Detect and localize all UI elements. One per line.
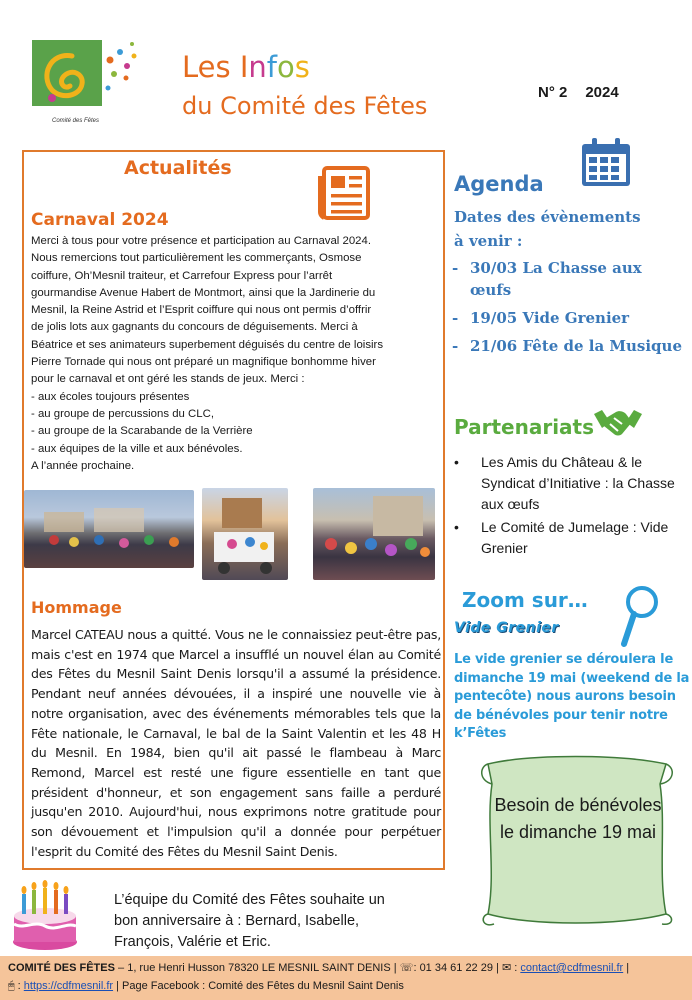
carnaval-line: - aux écoles toujours présentes	[31, 390, 190, 403]
partenariat-text: Les Amis du Château & le Syndicat d’Initiative : la Chasse aux œufs	[481, 454, 675, 512]
phone-icon: ☏	[399, 962, 414, 974]
carnaval-line: Pierre Tornade qui nous ont préparé un magnifique bonhomme hiver	[31, 356, 376, 369]
carnaval-line: Mesnil, la Reine Astrid et l’Esprit coiffure qui nous ont permis d’offrir	[31, 304, 372, 317]
birthday-text: L’équipe du Comité des Fêtes souhaite un bon anniversaire à : Bernard, Isabelle, François, Valérie et Eric.	[114, 892, 385, 950]
zoom-text: Le vide grenier se déroulera le dimanche 19 mai (weekend de la pentecôte) nous aurons besoin de bénévoles pour tenir notre k’Fêtes	[454, 652, 690, 741]
carnaval-photo-crowd	[24, 490, 194, 568]
footer-space: :	[511, 962, 521, 974]
mail-icon: ✉	[501, 962, 512, 974]
carnaval-line: - au groupe de la Scarabande de la Verrière	[31, 425, 253, 438]
carnaval-line: - au groupe de percussions du CLC,	[31, 407, 214, 420]
partenariats-list	[452, 452, 687, 561]
footer-phone: : 01 34 61 22 29 |	[413, 962, 502, 974]
handshake-icon	[592, 404, 644, 444]
birthday-cake-icon	[10, 880, 80, 952]
carnaval-line: pour le carnaval et ont géré les stands de jeux. Merci :	[31, 373, 305, 386]
footer-email-link[interactable]: contact@cdfmesnil.fr	[520, 962, 624, 974]
zoom-title: Zoom sur…	[462, 588, 588, 612]
newspaper-icon	[316, 164, 374, 222]
agenda-list	[452, 257, 684, 363]
carnaval-title: Carnaval 2024	[31, 210, 169, 230]
volunteer-scroll-text: Besoin de bénévoles le dimanche 19 mai	[494, 795, 662, 842]
title-letter: f	[266, 50, 277, 84]
carnaval-photo-parade	[313, 488, 435, 580]
agenda-item-text: 21/06 Fête de la Musique	[470, 337, 682, 355]
partenariats-title: Partenariats	[454, 415, 595, 439]
agenda-subtitle: Dates des évènements à venir :	[454, 208, 641, 250]
footer-website-link[interactable]: https://cdfmesnil.fr	[23, 980, 114, 992]
issue-info	[538, 84, 619, 101]
agenda-item: - 21/06 Fête de la Musique	[452, 337, 682, 355]
issue-number: N° 2	[538, 84, 568, 101]
logo-caption: Comité des Fêtes	[52, 118, 100, 124]
actualites-title: Actualités	[124, 157, 232, 179]
title-letter: o	[277, 50, 295, 84]
carnaval-line: Merci à tous pour votre présence et participation au Carnaval 2024.	[31, 235, 372, 247]
issue-year: 2024	[585, 84, 619, 101]
footer-address: – 1, rue Henri Husson 78320 LE MESNIL SAINT DENIS |	[114, 962, 400, 974]
carnaval-line: A l’année prochaine.	[31, 459, 135, 472]
partenariat-text: Le Comité de Jumelage : Vide Grenier	[481, 519, 669, 556]
newsletter-title	[182, 50, 310, 84]
web-icon: 🖱	[8, 980, 15, 992]
newsletter-subtitle: du Comité des Fêtes	[182, 92, 428, 120]
hommage-title: Hommage	[31, 598, 122, 617]
title-les: Les	[182, 50, 240, 84]
carnaval-text	[31, 233, 437, 475]
agenda-item: - 30/03 La Chasse aux œufs	[452, 257, 684, 301]
zoom-subtitle: Vide Grenier	[454, 620, 559, 636]
carnaval-line: Béatrice et ses animateurs superbement déguisés du centre de loisirs	[31, 338, 384, 351]
footer-facebook: | Page Facebook : Comité des Fêtes du Mesnil Saint Denis	[113, 980, 404, 992]
comite-logo	[30, 38, 144, 126]
agenda-title: Agenda	[454, 172, 544, 196]
partenariat-item: • Les Amis du Château & le Syndicat d’Initiative : la Chasse aux œufs	[452, 452, 687, 515]
carnaval-line: de jolis lots aux gagnants du concours de déguisements. Merci à	[31, 321, 358, 334]
partenariat-item: • Le Comité de Jumelage : Vide Grenier	[452, 517, 687, 559]
carnaval-line: Nous remercions tout particulièrement les commerçants, Osmose	[31, 252, 362, 265]
agenda-item-text: 30/03 La Chasse aux œufs	[470, 259, 642, 299]
agenda-item: - 19/05 Vide Grenier	[452, 309, 630, 327]
footer-org: COMITÉ DES FÊTES	[8, 962, 115, 974]
footer: COMITÉ DES FÊTES – 1, rue Henri Husson 78320 LE MESNIL SAINT DENIS | ☏: 01 34 61 22 29 | ✉ : contact@cdfmesnil.fr | 🖱 : https://cdfmesnil.fr | Page Facebook : Comité des Fêtes du Mesnil Saint Denis	[0, 956, 692, 1000]
hommage-text: Marcel CATEAU nous a quitté. Vous ne le connaissiez peut-être pas, mais c'est en 1974 que Marcel a insufflé un nouvel élan au Comité des Fêtes du Mesnil Saint Denis lorsqu'il a assumé la présidence. Pendant neuf années dévouées, il a inspiré une nouvelle vie à notre organisation, avec des événements mémorables tels que la Fête nationale, le Carnaval, le bal de la Saint Valentin et les 48 H du Mesnil. En 1984, bien qu'il ait passé le flambeau à Marc Remond, Marcel est resté une figure essentielle en tant que président d'honneur, et son engagement sans faille a perduré jusqu'en 2010. Aujourd'hui, nous exprimons notre gratitude pour son dévouement et l'impulsion qu'il a donnée pour perpétuer l'esprit du Comité des Fêtes du Mesnil Saint Denis.	[31, 627, 441, 859]
magnifier-icon	[620, 584, 660, 654]
carnaval-line: - aux équipes de la ville et aux bénévoles.	[31, 442, 243, 455]
carnaval-line: coiffure, Oh’Mesnil traiteur, et Carrefour Express pour l’arrêt	[31, 269, 333, 282]
agenda-item-text: 19/05 Vide Grenier	[470, 309, 630, 327]
title-letter: I	[239, 50, 249, 84]
title-letter: s	[294, 50, 310, 84]
calendar-icon	[580, 136, 632, 188]
carnaval-photo-float	[202, 488, 288, 580]
title-letter: n	[248, 50, 267, 84]
carnaval-line: gourmandise Avenue Habert de Montmort, ainsi que la Jardinerie du	[31, 286, 376, 299]
